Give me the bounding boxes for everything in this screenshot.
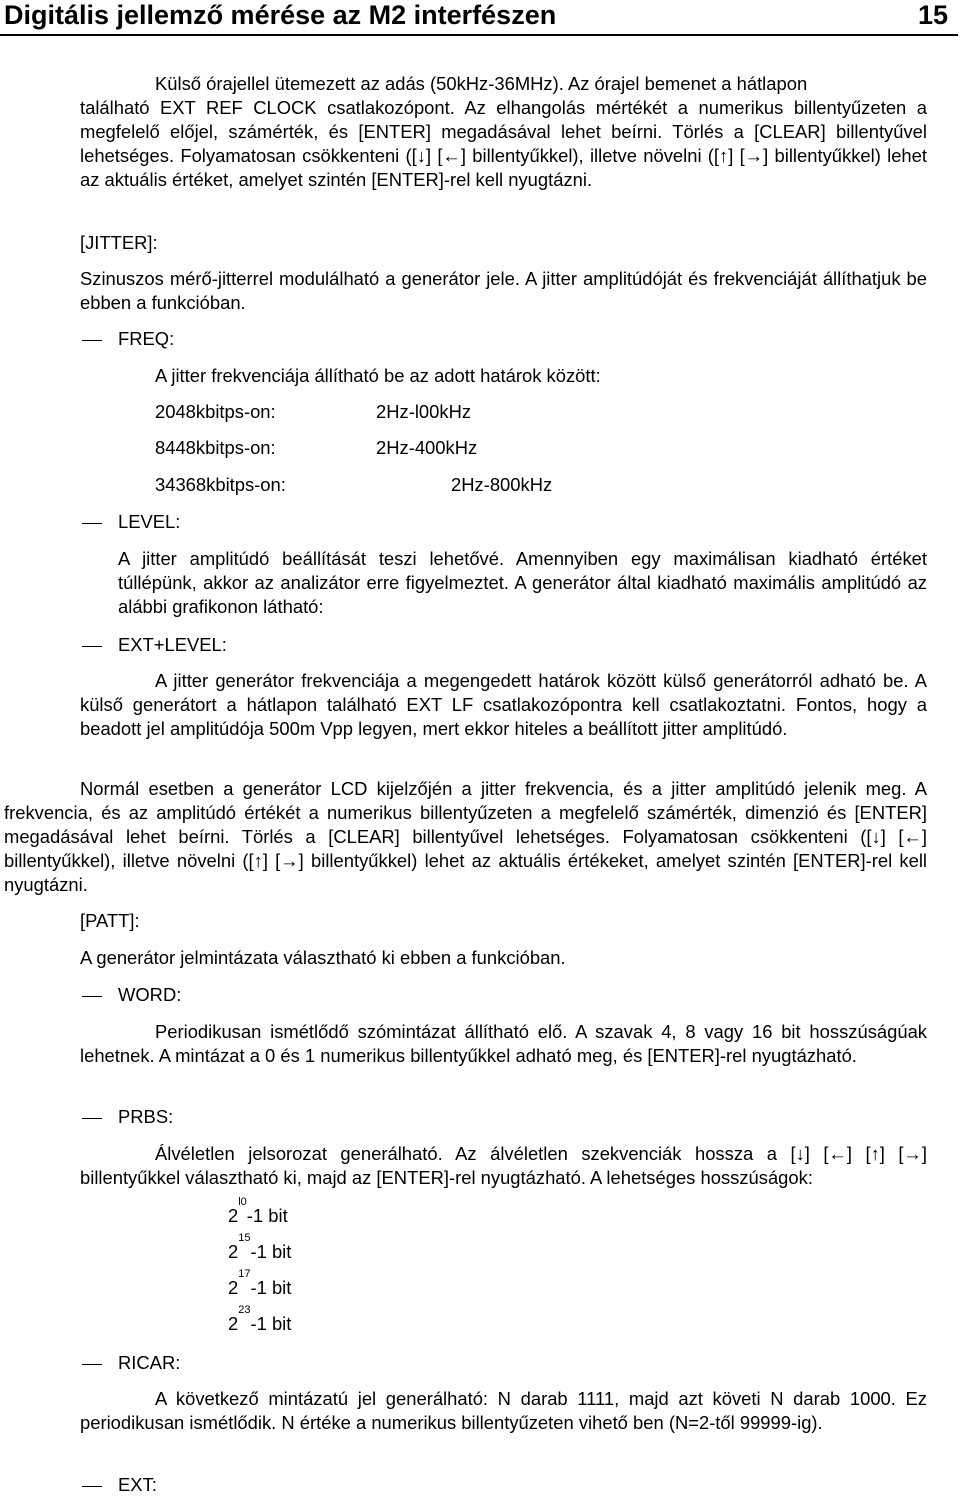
prbs-length-4: $2^{23}-1$ bit (228, 1304, 292, 1334)
freq-intro: A jitter frekvenciája állítható be az adott határok között: (155, 365, 601, 386)
prbs-bullet-dash (82, 1118, 102, 1119)
freq-rate-8448: 8448kbitps-on: (155, 437, 276, 458)
jitter-normal-paragraph: Normál esetben a generátor LCD kijelzőjén a jitter frekvencia, és a jitter amplitúdó jelenik meg. A frekvencia, és az amplitúdó értékét a numerikus billentyűzeten a megfelelő számérték, dimenzió és [ENTER] megadásával lehet beírni. Törlés a [CLEAR] billentyűvel lehetséges. Folyamatosan csökkenteni ([↓] [←] billentyűkkel), illetve növelni ([↑] [→] billentyűkkel) lehet az aktuális értékeket, amelyet szintén [ENTER]-rel kell nyugtázni. (4, 778, 927, 895)
ext-level-bullet-dash (82, 646, 102, 647)
page-header (0, 0, 958, 36)
level-bullet-dash (82, 523, 102, 524)
ricar-label: RICAR: (118, 1352, 181, 1373)
page-title: Digitális jellemző mérése az M2 interfészen (4, 0, 557, 30)
freq-rate-34368: 34368kbitps-on: (155, 474, 286, 495)
clock-paragraph-first-line: Külső órajellel ütemezett az adás (50kHz-36MHz). Az órajel bemenet a hátlapon (155, 73, 808, 94)
freq-range-8448: 2Hz-400kHz (376, 437, 478, 458)
jitter-intro: Szinuszos mérő-jitterrel modulálható a generátor jele. A jitter amplitúdóját és frekvenciáját állíthatjuk be ebben a funkcióban. (80, 268, 927, 313)
prbs-length-2: $2^{15}-1$ bit (228, 1232, 292, 1262)
freq-range-34368: 2Hz-800kHz (451, 474, 553, 495)
prbs-text: Álvéletlen jelsorozat generálható. Az álvéletlen szekvenciák hossza a [↓] [←] [↑] [→] billentyűkkel választható ki, majd az [ENTER]-rel nyugtázható. A lehetséges hosszúságok: (80, 1143, 927, 1188)
page-number: 15 (917, 0, 948, 30)
ext-level-label: EXT+LEVEL: (118, 634, 227, 655)
patt-heading: [PATT]: (80, 910, 140, 931)
prbs-length-3: $2^{17}-1$ bit (228, 1268, 292, 1298)
ext-level-text: A jitter generátor frekvenciája a megengedett határok között külső generátorról adható be. A külső generátort a hátlapon található EXT LF csatlakozópontra kell csatlakoztatni. Fontos, hogy a beadott jel amplitúdója 500m Vpp legyen, mert ekkor hiteles a beállított jitter amplitúdó. (80, 670, 927, 739)
freq-bullet-dash (82, 340, 102, 341)
freq-label: FREQ: (118, 328, 175, 349)
ricar-text: A következő mintázatú jel generálható: N darab 1111, majd azt követi N darab 1000. Ez periodikusan ismétlődik. N értéke a numerikus billentyűzeten vihető ben (N=2-től 99999-ig). (80, 1388, 927, 1433)
ricar-bullet-dash (82, 1364, 102, 1365)
level-label: LEVEL: (118, 511, 181, 532)
clock-paragraph-body: található EXT REF CLOCK csatlakozópont. Az elhangolás mértékét a numerikus billentyűzeten a megfelelő előjel, számérték, és [ENTER] megadásával lehet beírni. Törlés a [CLEAR] billentyűvel lehetséges. Folyamatosan csökkenteni ([↓] [←] billentyűkkel), illetve növelni ([↑] [→] billentyűkkel) lehet az aktuális értéket, amelyet szintén [ENTER]-rel kell nyugtázni. (80, 97, 927, 190)
word-text: Periodikusan ismétlődő szómintázat állítható elő. A szavak 4, 8 vagy 16 bit hosszúságúak lehetnek. A mintázat a 0 és 1 numerikus billentyűkkel adható meg, és [ENTER]-rel nyugtázható. (80, 1021, 927, 1066)
patt-intro: A generátor jelmintázata választható ki ebben a funkcióban. (80, 947, 566, 968)
level-text: A jitter amplitúdó beállítását teszi lehetővé. Amennyiben egy maximálisan kiadható értéket túllépünk, akkor az analizátor erre figyelmeztet. A generátor által kiadható maximális amplitúdó az alábbi grafikonon látható: (118, 548, 927, 617)
word-label: WORD: (118, 984, 182, 1005)
freq-rate-2048: 2048kbitps-on: (155, 401, 276, 422)
freq-range-2048: 2Hz-l00kHz (376, 401, 472, 422)
ext-label: EXT: (118, 1474, 157, 1495)
prbs-label: PRBS: (118, 1106, 174, 1127)
jitter-heading: [JITTER]: (80, 232, 158, 253)
word-bullet-dash (82, 996, 102, 997)
ext-bullet-dash (82, 1486, 102, 1487)
prbs-length-1: $2^{l0}-1$ bit (228, 1196, 288, 1226)
